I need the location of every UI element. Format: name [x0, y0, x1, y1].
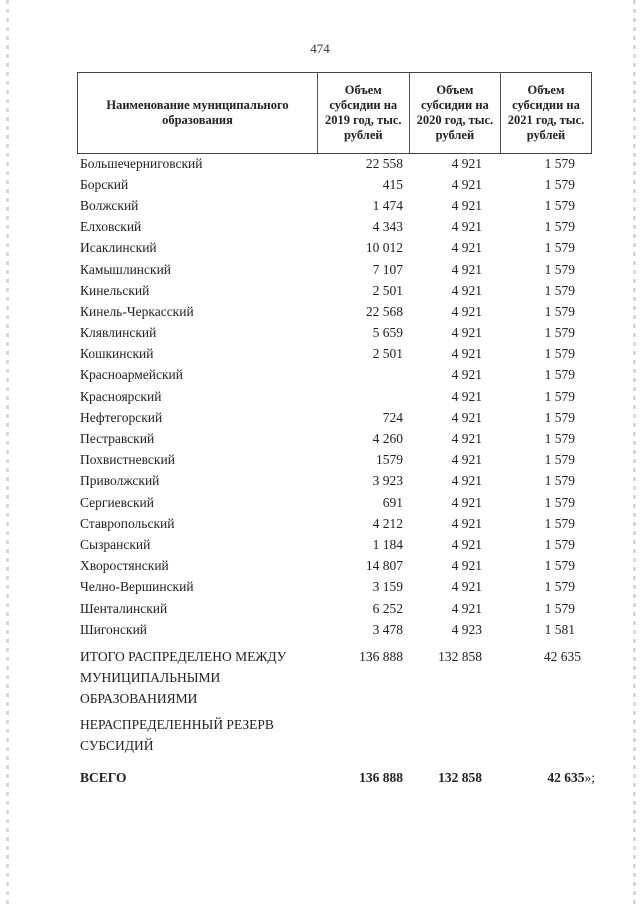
- row-2019: 5 659: [372, 325, 403, 341]
- row-2020: 4 921: [451, 176, 482, 192]
- row-2020: 4 921: [451, 409, 482, 425]
- row-2021: 1 579: [544, 261, 575, 277]
- table-row: [80, 386, 595, 407]
- table-row: [80, 238, 595, 259]
- row-name: Исаклинский: [80, 240, 157, 256]
- row-2020: 4 921: [451, 325, 482, 341]
- row-name: Большечерниговский: [80, 155, 203, 171]
- table-row: [80, 344, 595, 365]
- row-name: Пестравский: [80, 431, 155, 447]
- closing-quote: »;: [584, 770, 595, 785]
- table-row: [80, 577, 595, 598]
- row-2020: 4 921: [451, 346, 482, 362]
- scan-edge-right: [633, 0, 636, 905]
- row-2019: 10 012: [365, 240, 403, 256]
- table-row: [80, 598, 595, 619]
- scan-edge-left: [6, 0, 9, 905]
- row-2020: 4 921: [451, 261, 482, 277]
- row-2019: 6 252: [372, 600, 403, 616]
- table-row: [80, 323, 595, 344]
- row-name: Похвистневский: [80, 452, 175, 468]
- table-row: [80, 556, 595, 577]
- row-2021: 1 579: [544, 431, 575, 447]
- table-row: [80, 513, 595, 534]
- row-2020: 4 921: [451, 155, 482, 171]
- row-name: Хворостянский: [80, 558, 169, 574]
- page-number: 474: [310, 41, 330, 56]
- row-2019: 2 501: [372, 282, 403, 298]
- grand-total-2019: 136 888: [359, 770, 403, 785]
- table-row: [80, 153, 595, 174]
- grand-total-2021: [502, 770, 595, 786]
- row-2021: 1 579: [544, 579, 575, 595]
- row-2019: 4 260: [372, 431, 403, 447]
- row-name: Сызранский: [80, 536, 151, 552]
- row-2019: 22 558: [365, 155, 403, 171]
- table-row: [80, 217, 595, 238]
- row-2020: 4 921: [451, 219, 482, 235]
- row-2020: 4 921: [451, 494, 482, 510]
- row-2019: 4 212: [372, 515, 403, 531]
- row-2021: 1 579: [544, 536, 575, 552]
- total-2020: 132 858: [438, 649, 482, 664]
- row-2019: 1 474: [372, 197, 403, 213]
- row-2021: 1 579: [544, 494, 575, 510]
- row-2020: 4 921: [451, 282, 482, 298]
- row-2019: 4 343: [372, 219, 403, 235]
- row-2019: 3 159: [372, 579, 403, 595]
- table-row: [80, 450, 595, 471]
- total-2021: 42 635: [543, 649, 581, 664]
- row-name: Клявлинский: [80, 325, 157, 341]
- row-2021: 1 579: [544, 473, 575, 489]
- row-name: Шенталинский: [80, 600, 168, 616]
- row-2019: 691: [382, 494, 403, 510]
- row-name: Челно-Вершинский: [80, 579, 194, 595]
- row-2019: 7 107: [372, 261, 403, 277]
- grand-total-2021-value: 42 635: [547, 770, 585, 785]
- row-2020: 4 921: [451, 473, 482, 489]
- row-name: Кошкинский: [80, 346, 154, 362]
- row-2021: 1 579: [544, 282, 575, 298]
- row-2020: 4 921: [451, 240, 482, 256]
- row-2020: 4 921: [451, 452, 482, 468]
- row-name: Сергиевский: [80, 494, 154, 510]
- row-2019: 3 478: [372, 621, 403, 637]
- row-2019: 415: [382, 176, 403, 192]
- row-2020: 4 921: [451, 600, 482, 616]
- row-2021: 1 581: [544, 621, 575, 637]
- row-2020: 4 921: [451, 197, 482, 213]
- row-2021: 1 579: [544, 558, 575, 574]
- row-2019: 3 923: [372, 473, 403, 489]
- row-2020: 4 921: [451, 388, 482, 404]
- row-name: Ставропольский: [80, 515, 175, 531]
- row-2021: 1 579: [544, 176, 575, 192]
- row-2021: 1 579: [544, 219, 575, 235]
- row-2021: 1 579: [544, 388, 575, 404]
- row-2019: 22 568: [365, 303, 403, 319]
- row-name: Кинель-Черкасский: [80, 303, 194, 319]
- row-name: Борский: [80, 176, 129, 192]
- table-row: [80, 301, 595, 322]
- grand-total-label: ВСЕГО: [80, 770, 127, 785]
- row-2021: 1 579: [544, 325, 575, 341]
- row-name: Красноярский: [80, 388, 162, 404]
- table-row: [80, 471, 595, 492]
- row-2020: 4 921: [451, 579, 482, 595]
- row-2019: 14 807: [365, 558, 403, 574]
- row-2019: 1579: [376, 452, 403, 468]
- row-2020: 4 921: [451, 558, 482, 574]
- total-label: ИТОГО РАСПРЕДЕЛЕНО МЕЖДУ МУНИЦИПАЛЬНЫМИ ОБРАЗОВАНИЯМИ: [80, 649, 287, 706]
- table-row: [80, 492, 595, 513]
- table-header: [77, 72, 592, 154]
- header-2020: Объем субсидии на 2020 год, тыс. рублей: [409, 73, 501, 153]
- row-name: Волжский: [80, 197, 139, 213]
- row-2020: 4 921: [451, 303, 482, 319]
- table-row: [80, 534, 595, 555]
- row-2021: 1 579: [544, 515, 575, 531]
- row-name: Приволжский: [80, 473, 160, 489]
- row-2020: 4 921: [451, 431, 482, 447]
- header-name: Наименование муниципального образования: [77, 73, 317, 153]
- table-row: [80, 195, 595, 216]
- row-name: Шигонский: [80, 621, 148, 637]
- table-row: [80, 174, 595, 195]
- row-name: Нефтегорский: [80, 409, 163, 425]
- row-name: Кинельский: [80, 282, 150, 298]
- reserve-label: НЕРАСПРЕДЕЛЕННЫЙ РЕЗЕРВ СУБСИДИЙ: [80, 717, 274, 753]
- row-name: Красноармейский: [80, 367, 184, 383]
- row-2020: 4 921: [451, 367, 482, 383]
- grand-total-row: [80, 770, 595, 786]
- row-2019: 2 501: [372, 346, 403, 362]
- row-2020: 4 921: [451, 515, 482, 531]
- table-body: [80, 153, 595, 640]
- row-2019: 724: [382, 409, 403, 425]
- table-row: [80, 259, 595, 280]
- table-row: [80, 365, 595, 386]
- row-name: Камышлинский: [80, 261, 172, 277]
- row-2020: 4 921: [451, 536, 482, 552]
- row-name: Елховский: [80, 219, 142, 235]
- row-2021: 1 579: [544, 452, 575, 468]
- row-2021: 1 579: [544, 303, 575, 319]
- header-2021: Объем субсидии на 2021 год, тыс. рублей: [500, 73, 592, 153]
- table-row: [80, 428, 595, 449]
- table-row: [80, 619, 595, 640]
- grand-total-2020: 132 858: [438, 770, 482, 785]
- table-row: [80, 407, 595, 428]
- row-2021: 1 579: [544, 240, 575, 256]
- total-2019: 136 888: [359, 649, 403, 664]
- total-row: [80, 646, 595, 709]
- row-2021: 1 579: [544, 346, 575, 362]
- row-2021: 1 579: [544, 600, 575, 616]
- row-2021: 1 579: [544, 197, 575, 213]
- row-2019: 1 184: [372, 536, 403, 552]
- header-2019: Объем субсидии на 2019 год, тыс. рублей: [317, 73, 409, 153]
- row-2021: 1 579: [544, 409, 575, 425]
- row-2021: 1 579: [544, 155, 575, 171]
- row-2021: 1 579: [544, 367, 575, 383]
- row-2020: 4 923: [451, 621, 482, 637]
- table-row: [80, 280, 595, 301]
